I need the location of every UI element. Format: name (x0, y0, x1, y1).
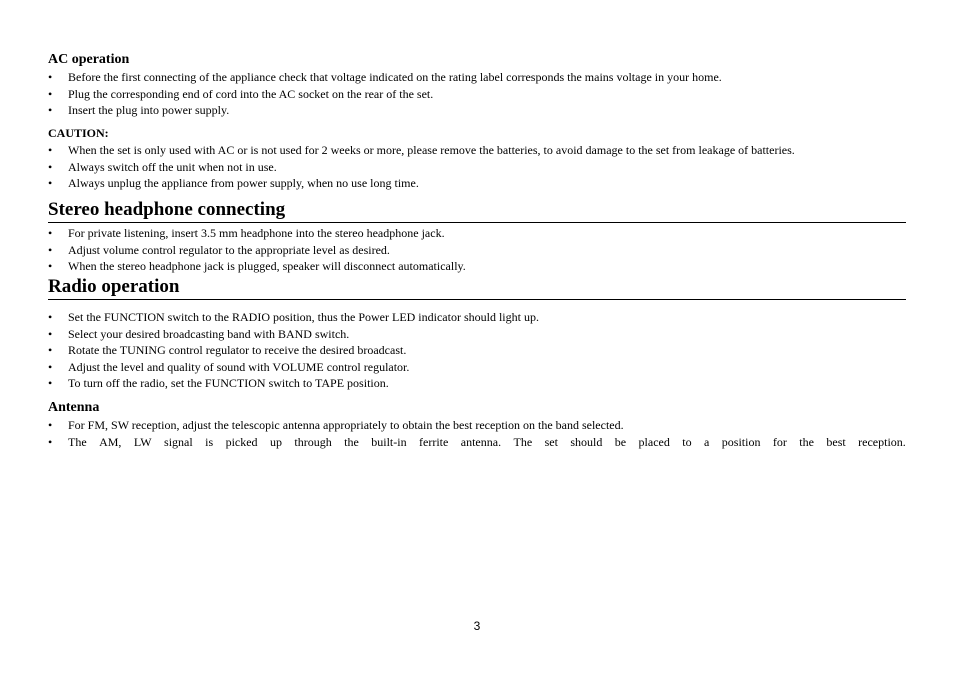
list-item: • Adjust volume control regulator to the appropriate level as desired. (48, 242, 390, 257)
bullet-icon: • (48, 259, 53, 273)
justified-word: reception. (858, 434, 906, 449)
bullet-icon: • (48, 310, 53, 324)
caution-heading: CAUTION: (48, 126, 109, 140)
antenna-list (48, 417, 906, 450)
radio-list (48, 309, 906, 392)
bullet-icon: • (48, 86, 53, 101)
justified-word: placed (638, 434, 670, 449)
radio-section-heading: Radio operation (48, 276, 906, 300)
list-item: • For private listening, insert 3.5 mm headphone into the stereo headphone jack. (48, 226, 445, 240)
list-item: • Rotate the TUNING control regulator to receive the desired broadcast. (48, 343, 407, 357)
bullet-icon: • (48, 176, 53, 190)
list-item: • Always unplug the appliance from power supply, when no use long time. (48, 176, 419, 190)
list-item: • Plug the corresponding end of cord into the AC socket on the rear of the set. (48, 86, 434, 101)
justified-word: a (704, 434, 710, 449)
bullet-icon: • (48, 103, 53, 117)
bullet-icon: • (48, 226, 53, 240)
bullet-icon: • (48, 159, 53, 174)
list-item: • Set the FUNCTION switch to the RADIO position, thus the Power LED indicator should light up. (48, 310, 539, 324)
justified-word: ferrite (419, 434, 449, 449)
bullet-icon: • (48, 70, 53, 84)
antenna-heading: Antenna (48, 400, 100, 415)
justified-word: up (269, 434, 282, 449)
list-item: • For FM, SW reception, adjust the telescopic antenna appropriately to obtain the best reception on the band selected. (48, 418, 624, 432)
justified-word: is (205, 434, 214, 449)
list-item: • Select your desired broadcasting band with BAND switch. (48, 326, 350, 341)
justified-word: the (344, 434, 359, 449)
justified-word: LW (133, 434, 152, 449)
justified-word: best (826, 434, 846, 449)
justified-word: picked (225, 434, 258, 449)
list-item: • Before the first connecting of the appliance check that voltage indicated on the rating label corresponds the mains voltage in your home. (48, 70, 722, 84)
justified-word: set (544, 434, 558, 449)
bullet-icon: • (48, 242, 53, 257)
list-item: • When the stereo headphone jack is plugged, speaker will disconnect automatically. (48, 259, 466, 273)
justified-word: to (682, 434, 692, 449)
bullet-icon: • (48, 434, 53, 449)
headphone-list (48, 225, 906, 275)
bullet-icon: • (48, 418, 53, 432)
page-number: 3 (473, 619, 481, 633)
ac-operation-list (48, 69, 906, 119)
justified-word: through (294, 434, 332, 449)
ac-operation-heading: AC operation (48, 52, 130, 67)
justified-word: The (68, 434, 87, 449)
bullet-icon: • (48, 359, 53, 374)
justified-word: be (614, 434, 627, 449)
justified-word: for (772, 434, 787, 449)
bullet-icon: • (48, 343, 53, 357)
headphone-section-heading: Stereo headphone connecting (48, 199, 906, 223)
list-item: • When the set is only used with AC or is not used for 2 weeks or more, please remove the batteries, to avoid damage to the set from leakage of batteries. (48, 143, 795, 157)
justified-text (68, 434, 906, 451)
justified-word: AM, (99, 434, 122, 449)
bullet-icon: • (48, 143, 53, 157)
bullet-icon: • (48, 326, 53, 341)
justified-word: the (799, 434, 814, 449)
list-item: • To turn off the radio, set the FUNCTION switch to TAPE position. (48, 376, 389, 390)
list-item: • Insert the plug into power supply. (48, 103, 230, 117)
list-item: • Always switch off the unit when not in use. (48, 159, 277, 174)
justified-word: signal (164, 434, 193, 449)
justified-word: should (570, 434, 603, 449)
caution-list (48, 142, 906, 192)
justified-word: antenna. (460, 434, 502, 449)
justified-word: built-in (371, 434, 407, 449)
list-item (48, 434, 906, 451)
list-item: • Adjust the level and quality of sound with VOLUME control regulator. (48, 359, 410, 374)
justified-word: The (513, 434, 533, 449)
bullet-icon: • (48, 376, 53, 390)
justified-word: position (721, 434, 761, 449)
